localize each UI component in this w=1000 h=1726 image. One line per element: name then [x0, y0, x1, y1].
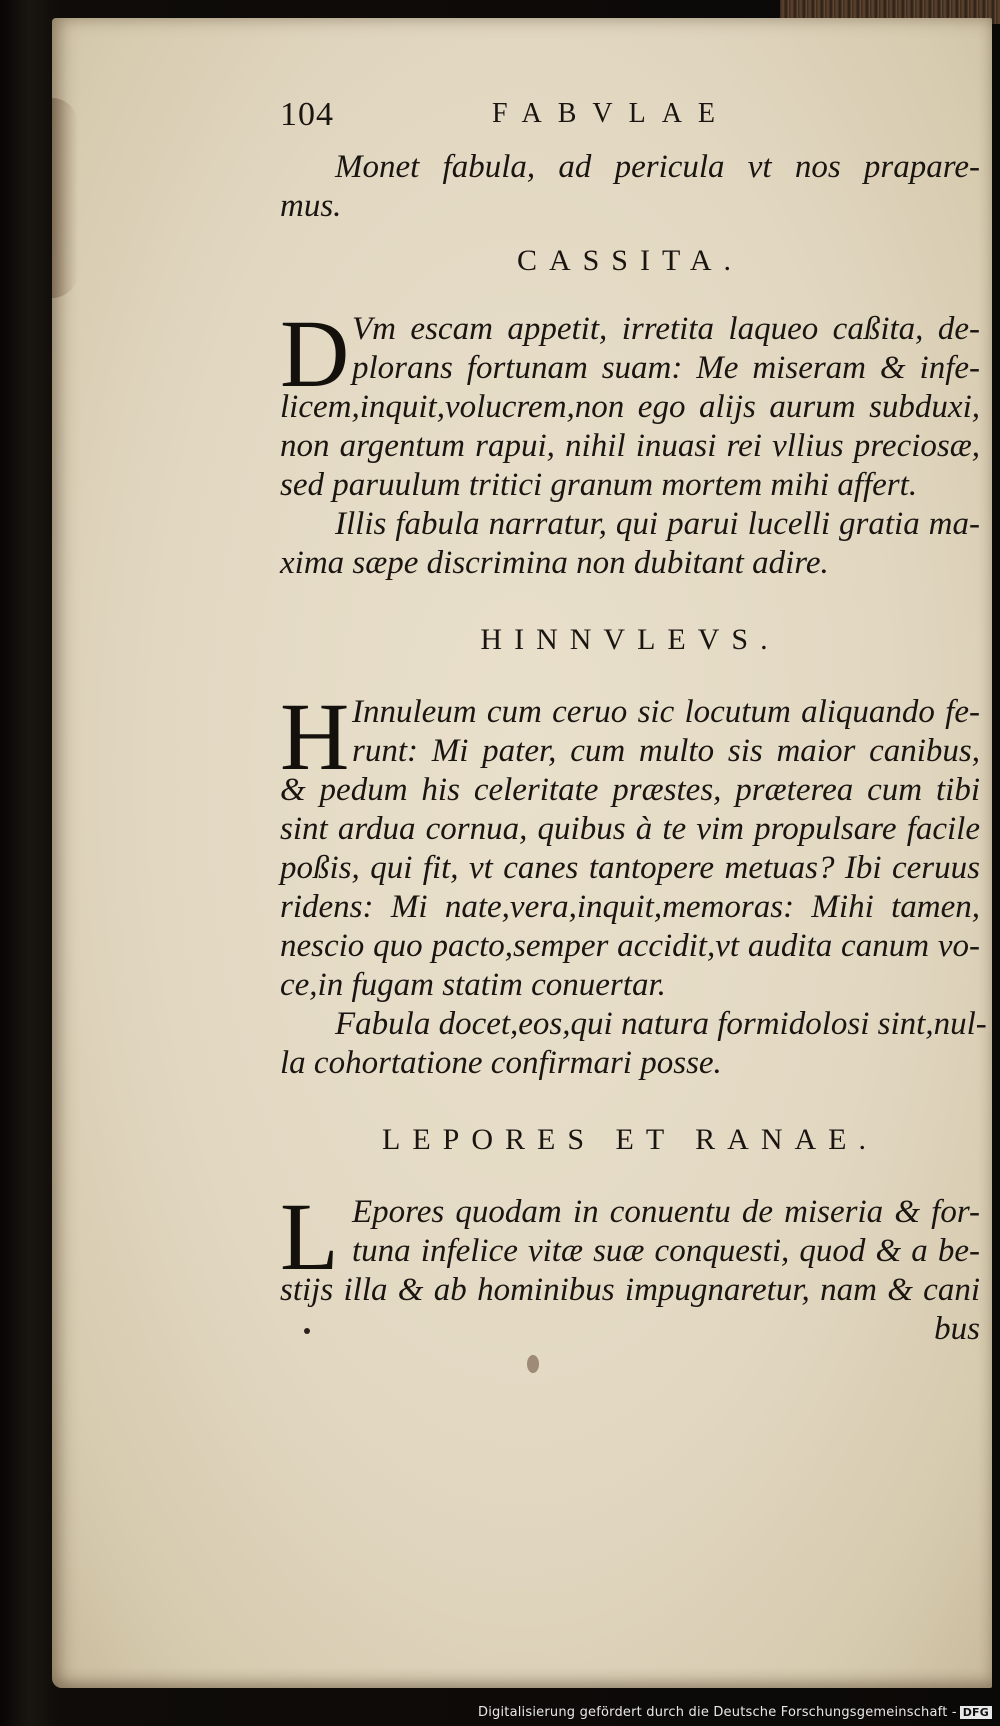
- text-line: & pedum his celeritate præstes, præterea cum tibi: [280, 772, 980, 808]
- text-line: Fabula docet,eos,qui natura formidolosi sint,nul-: [335, 1006, 987, 1042]
- text-line: plorans fortunam suam: Me miseram & infe-: [352, 350, 980, 386]
- previous-moral: [222, 148, 982, 226]
- page-stain: [527, 1355, 539, 1373]
- text-line: ridens: Mi nate,vera,inquit,memoras: Mihi tamen,: [280, 889, 980, 925]
- fable-body: [222, 1183, 982, 1349]
- page-header: [222, 96, 982, 148]
- drop-cap: L: [280, 1183, 339, 1290]
- digitization-credit: [478, 1705, 992, 1720]
- text-line: mus.: [280, 188, 342, 224]
- text-line: stijs illa & ab hominibus impugnaretur, nam & cani: [280, 1272, 980, 1308]
- dfg-logo: DFG: [960, 1706, 992, 1719]
- fable-body: [222, 300, 982, 583]
- drop-cap: H: [280, 683, 350, 790]
- fable-body: [222, 683, 987, 1083]
- text-block: [222, 96, 987, 1349]
- ink-dot: [304, 1328, 310, 1334]
- text-line: Epores quodam in conuentu de miseria & for-: [352, 1194, 980, 1230]
- text-line: licem,inquit,volucrem,non ego alijs aurum subduxi,: [280, 389, 980, 425]
- fable-title: CASSITA.: [516, 244, 744, 277]
- text-line: Innuleum cum ceruo sic locutum aliquando fe-: [352, 694, 980, 730]
- fable-title: HINNVLEVS.: [480, 623, 780, 656]
- text-line: Monet fabula, ad pericula vt nos prapare-: [335, 149, 980, 185]
- page-number: 104: [280, 96, 334, 133]
- text-line: runt: Mi pater, cum multo sis maior canibus,: [352, 733, 980, 769]
- text-line: sint ardua cornua, quibus à te vim propulsare facile: [280, 811, 980, 847]
- text-line: non argentum rapui, nihil inuasi rei vllius preciosæ,: [280, 428, 980, 464]
- text-line: Illis fabula narratur, qui parui lucelli gratia ma-: [335, 506, 980, 542]
- text-line: Vm escam appetit, irretita laqueo caßita, de-: [352, 311, 980, 347]
- gutter-stain: [52, 98, 78, 298]
- text-line: poßis, qui fit, vt canes tantopere metuas? Ibi ceruus: [280, 850, 980, 886]
- running-head: FABVLAE: [492, 98, 732, 129]
- text-line: nescio quo pacto,semper accidit,vt audita canum vo-: [280, 928, 980, 964]
- text-line: la cohortatione confirmari posse.: [280, 1045, 722, 1081]
- drop-cap: D: [280, 300, 350, 407]
- text-line: ce,in fugam statim conuertar.: [280, 967, 666, 1003]
- text-line: sed paruulum tritici granum mortem mihi affert.: [280, 467, 918, 503]
- fable-title: LEPORES ET RANAE.: [382, 1123, 878, 1156]
- catchword: bus: [934, 1311, 980, 1347]
- text-line: tuna infelice vitæ suæ conquesti, quod & a be-: [352, 1233, 980, 1269]
- credit-text: Digitalisierung gefördert durch die Deutsche Forschungsgemeinschaft -: [478, 1705, 957, 1720]
- text-line: xima sæpe discrimina non dubitant adire.: [280, 545, 829, 581]
